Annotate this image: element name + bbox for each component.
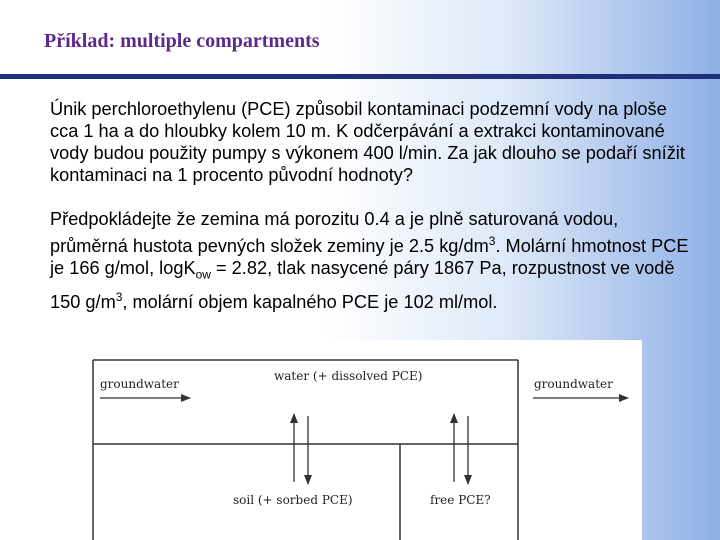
assumptions-text-2: . Molární hmotnost PCE je 166 g/mol, logK xyxy=(50,236,689,279)
soil-compartment-label: soil (+ sorbed PCE) xyxy=(233,493,353,507)
density-unit-exponent: 3 xyxy=(488,234,496,248)
assumptions-text-1: Předpokládejte že zemina má porozitu 0.4 a je plně saturovaná vodou, průměrná hustota pevných složek zeminy je 2.5 kg/dm xyxy=(50,209,619,257)
solubility-unit-exponent: 3 xyxy=(115,289,123,304)
kow-subscript: ow xyxy=(195,267,211,282)
assumptions-text-3: = 2.82, tlak nasycené páry 1867 Pa, rozpustnost ve vodě 150 g/m xyxy=(50,258,675,312)
groundwater-out-label: groundwater xyxy=(534,377,613,391)
problem-statement: Únik perchloroethylenu (PCE) způsobil kontaminaci podzemní vody na ploše cca 1 ha a do hloubky kolem 10 m. K odčerpávání a extrakci kontaminované vody budou použity pumpy s výkonem 400 l/min. Za jak dlouho se podaří snížit kontaminaci na 1 procento původní hodnoty? xyxy=(50,99,685,185)
groundwater-in-label: groundwater xyxy=(100,377,179,391)
assumptions-text-4: , molární objem kapalného PCE je 102 ml/mol. xyxy=(122,291,498,312)
title-divider xyxy=(0,74,720,79)
compartment-diagram xyxy=(78,340,642,540)
assumptions-paragraph xyxy=(50,208,690,313)
slide-title: Příklad: multiple compartments xyxy=(44,30,320,52)
compartment-diagram-svg xyxy=(78,340,642,540)
water-compartment-label: water (+ dissolved PCE) xyxy=(274,369,423,383)
free-pce-label: free PCE? xyxy=(430,493,491,507)
